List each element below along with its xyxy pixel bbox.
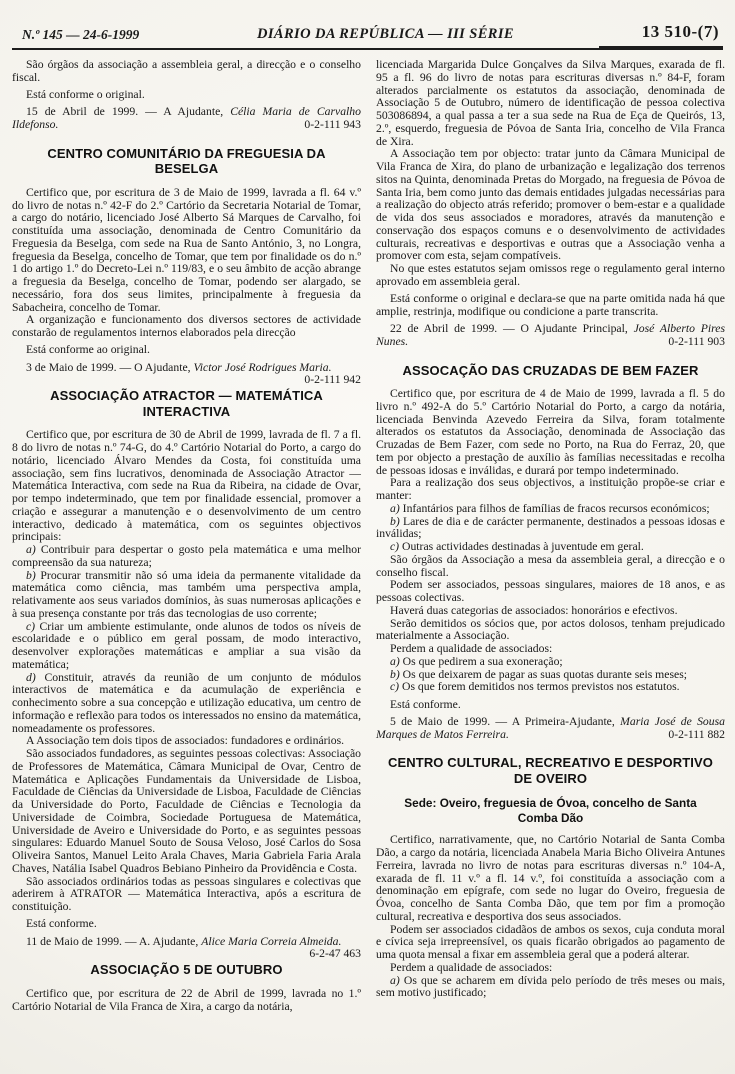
- page-number: 13 510-(7): [599, 22, 723, 50]
- list-item: a) Infantários para filhos de famílias de fracos recursos económicos;: [390, 501, 710, 515]
- gazette-title: DIÁRIO DA REPÚBLICA — III SÉRIE: [257, 26, 514, 42]
- text-columns: [0, 50, 735, 1013]
- item-marker: c): [390, 680, 400, 694]
- list-item: c) Criar um ambiente estimulante, onde alunos de todos os níveis de escolaridade e o público em geral possam, de modo interactivo, desenvolver explorações matemáticas e ampliar a sua visão da matemática;: [12, 619, 361, 671]
- page-header: [12, 22, 723, 50]
- paragraph: Está conforme.: [390, 697, 461, 711]
- paragraph: Haverá duas categorias de associados: honorários e efectivos.: [390, 603, 678, 617]
- list-item: c) Outras actividades destinadas à juventude em geral.: [390, 540, 644, 553]
- item-marker: b): [390, 514, 400, 528]
- signatory-name: Alice Maria Correia Almeida.: [201, 934, 342, 948]
- paragraph: A Associação tem por objecto: tratar junto da Câmara Municipal de Vila Franca de Xira, do plano de urbanização e legalização dos terrenos sitos na Quinta, denominada Pretas do Morgado, na freguesia de Póvoa de Santa Iria, bem como junto das demais entidades julgadas necessárias para a realização do objecto atrás referido; promover o bem-estar e a qualidade de vida dos seus associados e moradores, através da manutenção e conservação dos espaços comuns e o desenvolvimento de actividades culturais, recreativas e desportivas e outras que a Associação venha a promover com esta, sejam compatíveis.: [376, 147, 725, 263]
- registry-number: 6-2-47 463: [309, 947, 361, 961]
- registry-number: 0-2-111 903: [668, 334, 725, 348]
- paragraph: São órgãos da associação a assembleia geral, a direcção e o conselho fiscal.: [12, 58, 361, 84]
- paragraph: A organização e funcionamento dos diversos sectores de actividade constarão de regulamentos internos elaborados pela direcção: [12, 313, 361, 339]
- item-marker: d): [26, 670, 36, 684]
- list-item: b) Lares de dia e de carácter permanente, destinados a pessoas idosas e inválidas;: [376, 514, 725, 541]
- paragraph: Está conforme o original e declara-se que na parte omitida nada há que amplie, restrinja, modifique ou condicione a parte transcrita.: [376, 292, 725, 318]
- item-marker: a): [390, 501, 400, 515]
- paragraph: Está conforme ao original.: [26, 343, 150, 357]
- paragraph: Podem ser associados, pessoas singulares, maiores de 18 anos, e as pessoas colectivas.: [376, 578, 725, 604]
- signatory-name: Maria José de Sousa Marques de Matos Ferreira.: [376, 714, 725, 741]
- list-item: b) Os que deixarem de pagar as suas quotas durante seis meses;: [390, 667, 687, 681]
- list-item: c) Os que forem demitidos nos termos previstos nos estatutos.: [390, 680, 680, 694]
- paragraph: São órgãos da Associação a mesa da assembleia geral, a direcção e o conselho fiscal.: [376, 552, 725, 579]
- paragraph: Serão demitidos os sócios que, por actos dolosos, tenham prejudicado materialmente a Associação.: [376, 616, 725, 643]
- section-heading: ASSOCAÇÃO DAS CRUZADAS DE BEM FAZER: [402, 362, 699, 378]
- item-marker: b): [26, 568, 36, 582]
- paragraph: Perdem a qualidade de associados:: [390, 642, 553, 655]
- right-column: [376, 59, 725, 1013]
- paragraph: No que estes estatutos sejam omissos rege o regulamento geral interno aprovado em assembleia geral.: [376, 262, 725, 288]
- paragraph: licenciada Margarida Dulce Gonçalves da Silva Marques, exarada de fl. 95 a fl. 96 do livro de notas para escrituras diversas n.º 84-F, foram alterados parcialmente os estatutos da associação, denominada de Associação 5 de Outubro, número de identificação de pessoa colectiva 503086894, a qual passa a ter a sua sede na Rua de Eça de Queirós, 13, 2.º, esquerdo, freguesia de Póvoa de Santa Iria, concelho de Vila Franca de Xira.: [376, 58, 725, 148]
- paragraph: Está conforme.: [26, 917, 97, 931]
- paragraph: Podem ser associados cidadãos de ambos os sexos, cuja conduta moral e cívica seja irrepreensível, os quais ficarão obrigados ao pagamento de uma quota mensal a fixar em assembleia geral que a poderá alterar.: [376, 922, 725, 961]
- issue-number: N.º 145 — 24-6-1999: [22, 27, 140, 42]
- paragraph: Certifico que, por escritura de 22 de Abril de 1999, lavrada no 1.º Cartório Notarial de Vila Franca de Xira, a cargo da notária,: [12, 986, 361, 1013]
- section-heading: ASSOCIAÇÃO 5 DE OUTUBRO: [90, 962, 283, 978]
- signatory-name: Victor José Rodrigues Maria.: [193, 360, 332, 374]
- section-subheading: Sede: Oveiro, freguesia de Óvoa, concelho de Santa Comba Dão: [404, 796, 697, 825]
- paragraph: Certifico que, por escritura de 4 de Maio de 1999, lavrada a fl. 5 do livro n.º 492-A do 5.º Cartório Notarial do Porto, a cargo da notária, licenciada Benvinda Azevedo Ferreira da Silva, foram totalmente alterados os estatutos da Associação, denominada de Associação das Cruzadas de Bem Fazer, com sede no Porto, na Rua do Ferraz, 20, que tem por objecto a prestação de auxílio às famílias necessitadas e recolha de pessoas idosas e inválidas, e durará por tempo indeterminado.: [376, 387, 725, 477]
- signature-line: 15 de Abril de 1999. — A Ajudante, Célia Maria de Carvalho Ildefonso. 0-2-111 943: [12, 105, 361, 131]
- paragraph: Está conforme o original.: [26, 88, 145, 101]
- paragraph: Certifico que, por escritura de 3 de Maio de 1999, lavrada a fl. 64 v.º do livro de notas n.º 42-F do 2.º Cartório da Secretaria Notarial de Tomar, a cargo do notário, licenciado José Alberto Sá Marques de Carvalho, foi constituída uma associação, denominada de Centro Comunitário da Freguesia da Beselga, com sede na Rua de Santo António, 3, no Longra, freguesia da Beselga, concelho de Tomar, que tem por finalidade os do n.º 1 do artigo 1.º do Decreto-Lei n.º 119/83, e o seu âmbito de acção abrange a freguesia da Beselga, concelho de Tomar, podendo ser alargado, se necessário, fora dos seus limites, principalmente à freguesia da Sabacheira, concelho de Tomar.: [12, 185, 361, 314]
- item-marker: c): [26, 619, 36, 633]
- section-heading: CENTRO COMUNITÁRIO DA FREGUESIA DA BESELGA: [47, 145, 326, 177]
- list-item: a) Os que pedirem a sua exoneração;: [390, 654, 563, 668]
- registry-number: 0-2-111 943: [304, 118, 361, 131]
- registry-number: 0-2-111 882: [668, 727, 725, 741]
- signature-line: 11 de Maio de 1999. — A. Ajudante, Alice Maria Correia Almeida. 6-2-47 463: [26, 934, 361, 961]
- signature-line: 5 de Maio de 1999. — A Primeira-Ajudante, Maria José de Sousa Marques de Matos Ferreira. 0-2-111 882: [376, 714, 725, 741]
- signatory-name: José Alberto Pires Nunes.: [376, 322, 725, 348]
- paragraph: A Associação tem dois tipos de associados: fundadores e ordinários.: [26, 734, 345, 748]
- list-item: b) Procurar transmitir não só uma ideia da permanente vitalidade da matemática como ciência, mas também uma perspectiva ampla, relativamente aos seus variados domínios, às suas numerosas aplicações e à sua presença constante por trás das tecnologias de uso corrente;: [12, 568, 361, 620]
- registry-number: 0-2-111 942: [304, 373, 361, 387]
- item-marker: b): [390, 667, 400, 681]
- list-item: d) Constituir, através da reunião de um conjunto de módulos interactivos de matemática e da acumulação de experiência e conhecimento sobre a sua concepção e utilização educativa, um centro de informação e reflexão para todos os interessados no ensino da matemática, nomeadamente os professores.: [12, 670, 361, 735]
- list-item: a) Os que se acharem em dívida pelo período de três meses ou mais, sem motivo justificado;: [376, 973, 725, 1000]
- item-marker: c): [390, 540, 400, 553]
- paragraph: Perdem a qualidade de associados:: [390, 960, 553, 974]
- signature-line: 22 de Abril de 1999. — O Ajudante Principal, José Alberto Pires Nunes. 0-2-111 903: [376, 322, 725, 348]
- paragraph: Para a realização dos seus objectivos, a instituição propõe-se criar e manter:: [376, 476, 725, 502]
- paragraph: Certifico que, por escritura de 30 de Abril de 1999, lavrada de fl. 7 a fl. 8 do livro de notas n.º 74-G, do 4.º Cartório Notarial do Porto, a cargo do notário, licenciado Álvaro Mendes da Costa, foi constituída uma associação, sem fins lucrativos, denominada de Associação Atractor — Matemática Interactiva, com sede na Rua da Ribeira, na cidade de Ovar, por tempo indeterminado, que tem por finalidade essencial, promover a criação e assegurar a manutenção e o desenvolvimento de um centro interactivo, dedicado à matemática, com os seguintes objectivos principais:: [12, 428, 361, 544]
- section-heading: ASSOCIAÇÃO ATRACTOR — MATEMÁTICA INTERACTIVA: [50, 388, 323, 419]
- item-marker: a): [390, 973, 400, 987]
- section-heading: CENTRO CULTURAL, RECREATIVO E DESPORTIVO DE OVEIRO: [388, 755, 713, 786]
- paragraph: Certifico, narrativamente, que, no Cartório Notarial de Santa Comba Dão, a cargo da notária, licenciada Anabela Maria Bicho Oliveira Antunes Ferreira, lavrada no livro de notas para escrituras diversas n.º 104-A, exarada de fl. 11 v.º a fl. 14 v.º, foi constituída a associação com a denominação em epígrafe, com sede no lugar do Oveiro, freguesia de Óvoa, concelho de Santa Comba Dão, que tem por fim a promoção cultural, recreativa e desportiva dos seus associados.: [376, 833, 725, 923]
- left-column: [12, 59, 361, 1013]
- item-marker: a): [26, 543, 36, 556]
- item-marker: a): [390, 654, 400, 668]
- paragraph: São associados fundadores, as seguintes pessoas colectivas: Associação de Professores de Matemática, Câmara Municipal de Ovar, Centro de Matemática e Aplicações Fundamentais da Universidade de Lisboa, Faculdade de Ciências da Universidade de Lisboa, Faculdade de Ciências da Universidade do Porto, Faculdade de Ciências e Tecnologia da Universidade de Coimbra, Sociedade Portuguesa de Matemática, Universidade de Aveiro e Universidade do Porto, e as seguintes pessoas singulares: Eduardo Manuel Souto de Sousa Veloso, José Carlos do Sosa Oliveira Santos, Manuel Leito Arala Chaves, Maria Gabriela Faria Arala Chaves, Natália Isabel Quadros Bebiano Pinheiro da Providência e Costa.: [12, 747, 361, 875]
- signature-line: 3 de Maio de 1999. — O Ajudante, Victor José Rodrigues Maria. 0-2-111 942: [26, 360, 361, 387]
- paragraph: São associados ordinários todas as pessoas singulares e colectivas que aderirem à ATRATOR — Matemática Interactiva, após a escritura de constituição.: [12, 874, 361, 913]
- list-item: a) Contribuir para despertar o gosto pela matemática e uma melhor compreensão da sua natureza;: [12, 543, 361, 569]
- signatory-name: Célia Maria de Carvalho Ildefonso.: [12, 105, 361, 131]
